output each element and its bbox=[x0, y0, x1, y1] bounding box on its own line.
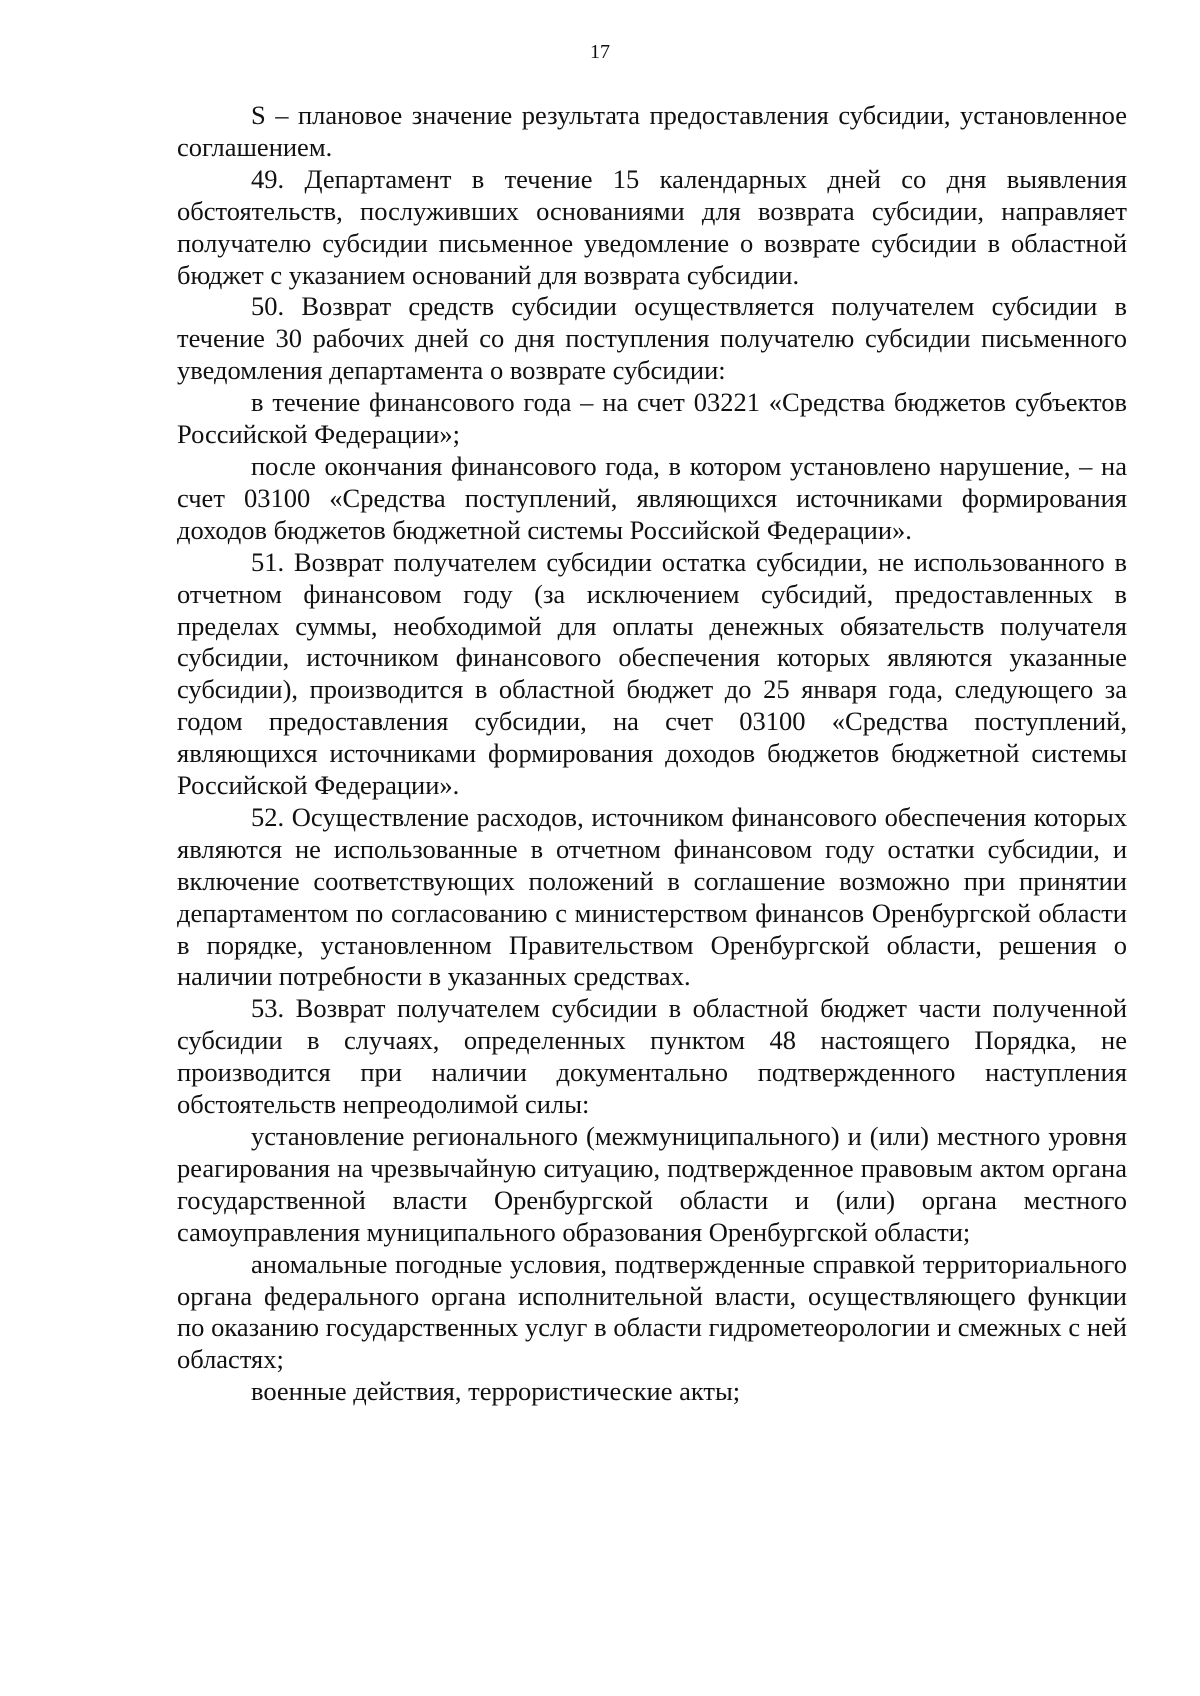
paragraph-planned-value: S – плановое значение результата предоставления субсидии, установленное соглашением. bbox=[177, 100, 1127, 162]
paragraph-53-emergency: установление регионального (межмуниципального) и (или) местного уровня реагирования на чрезвычайную ситуацию, подтвержденное правовым актом органа государственной власти Оренбургской области и (или) органа местного самоуправления муниципального образования Оренбургской области; bbox=[177, 1121, 1127, 1247]
paragraph-53-weather: аномальные погодные условия, подтвержденные справкой территориального органа федерального органа исполнительной власти, осуществляющего функции по оказанию государственных услуг в области гидрометеорологии и смежных с ней областях; bbox=[177, 1248, 1127, 1375]
paragraph-51: 51. Возврат получателем субсидии остатка субсидии, не использованного в отчетном финансовом году (за исключением субсидий, предоставленных в пределах суммы, необходимой для оплаты денежных обязательств получателя субсидии, источником финансового обеспечения которых являются указанные субсидии), производится в областной бюджет до 25 января года, следующего за годом предоставления субсидии, на счет 03100 «Средства поступлений, являющихся источниками формирования доходов бюджетов бюджетной системы Российской Федерации». bbox=[177, 546, 1127, 801]
paragraph-50: 50. Возврат средств субсидии осуществляется получателем субсидии в течение 30 рабочих дней со дня поступления получателю субсидии письменного уведомления департамента о возврате субсидии: bbox=[177, 291, 1127, 386]
paragraph-53: 53. Возврат получателем субсидии в областной бюджет части полученной субсидии в случаях, определенных пунктом 48 настоящего Порядка, не производится при наличии документально подтвержденного наступления обстоятельств непреодолимой силы: bbox=[177, 993, 1127, 1120]
paragraph-50-current-year: в течение финансового года – на счет 03221 «Средства бюджетов субъектов Российской Федерации»; bbox=[177, 387, 1127, 450]
document-body bbox=[177, 100, 1127, 1408]
paragraph-49: 49. Департамент в течение 15 календарных дней со дня выявления обстоятельств, послуживших основаниями для возврата субсидии, направляет получателю субсидии письменное уведомление о возврате субсидии в областной бюджет с указанием оснований для возврата субсидии. bbox=[177, 163, 1127, 290]
paragraph-50-after-year: после окончания финансового года, в котором установлено нарушение, – на счет 03100 «Средства поступлений, являющихся источниками формирования доходов бюджетов бюджетной системы Российской Федерации». bbox=[177, 450, 1127, 545]
paragraph-53-military: военные действия, террористические акты; bbox=[251, 1376, 741, 1407]
paragraph-52: 52. Осуществление расходов, источником финансового обеспечения которых являются не использованные в отчетном финансовом году остатки субсидии, и включение соответствующих положений в соглашение возможно при принятии департаментом по согласованию с министерством финансов Оренбургской области в порядке, установленном Правительством Оренбургской области, решения о наличии потребности в указанных средствах. bbox=[177, 801, 1127, 992]
page-number: 17 bbox=[590, 41, 610, 63]
